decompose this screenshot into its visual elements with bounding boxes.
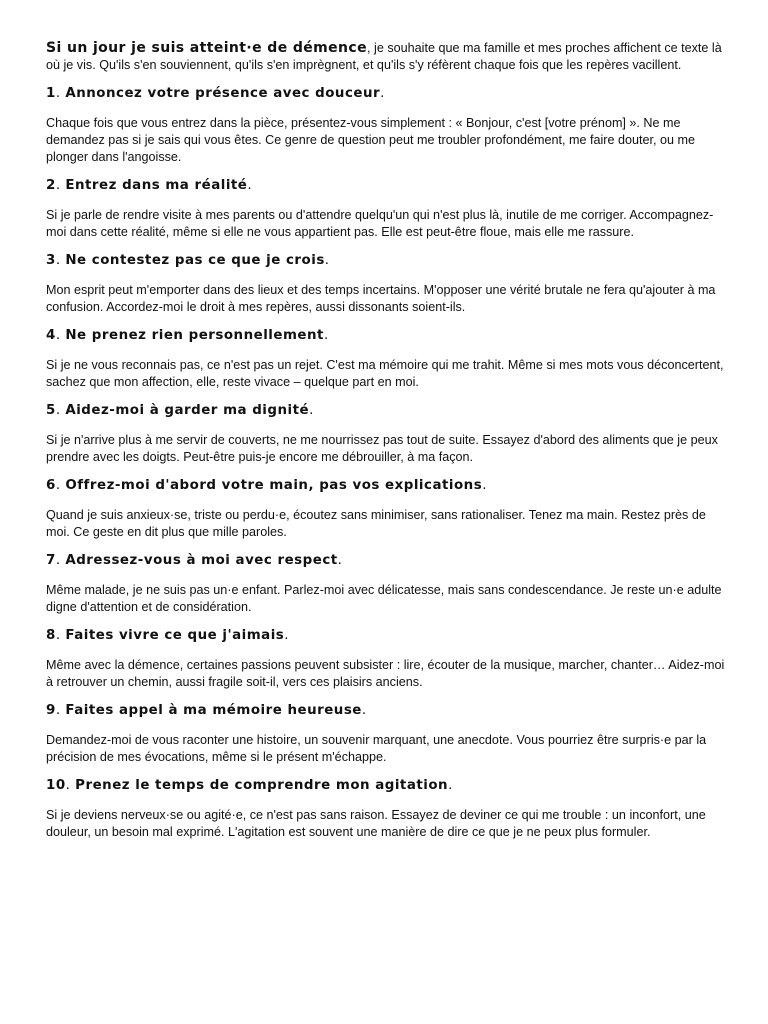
guideline-number: 6 [46,478,56,493]
guideline-heading [46,252,726,270]
heading-separator: . [55,328,66,343]
guideline-body: Mon esprit peut m'emporter dans des lieux et des temps incertains. M'opposer une vérité brutale ne fera qu'ajouter à ma confusion. Accordez-moi le droit à mes repères, aussi dissonants soient-ils. [46,283,716,314]
guideline-body: Quand je suis anxieux·se, triste ou perdu·e, écoutez sans minimiser, sans rationaliser. Tenez ma main. Restez près de moi. Ce geste en dit plus que mille paroles. [46,508,706,539]
guideline-body: Si je parle de rendre visite à mes parents ou d'attendre quelqu'un qui n'est plus là, inutile de me corriger. Accompagnez-moi dans cette réalité, même si elle ne vous appartient pas. Elle est peut-être floue, mais elle me rassure. [46,208,714,239]
guideline-item [46,627,726,691]
heading-period: . [448,778,453,793]
guideline-title: Adressez-vous à moi avec respect [65,553,338,568]
guideline-number: 1 [46,86,56,101]
guideline-title: Entrez dans ma réalité [65,178,248,193]
guideline-number: 8 [46,628,56,643]
intro-lead: Si un jour je suis atteint·e de démence [46,40,368,56]
guideline-item [46,552,726,616]
guideline-heading [46,552,726,570]
guideline-title: Annoncez votre présence avec douceur [65,86,381,101]
guideline-body: Même avec la démence, certaines passions peuvent subsister : lire, écouter de la musique, marcher, chanter… Aidez-moi à retrouver un chemin, aussi fragile soit-il, vers ces plaisirs anciens. [46,658,725,689]
document-page [46,40,726,852]
heading-period: . [380,86,385,101]
guideline-number: 10 [46,778,66,793]
guideline-title: Aidez-moi à garder ma dignité [65,403,310,418]
guideline-item [46,777,726,841]
guideline-title: Ne prenez rien personnellement [65,328,324,343]
guideline-heading [46,177,726,195]
guideline-number: 5 [46,403,56,418]
guideline-heading [46,627,726,645]
guidelines-list [46,85,726,841]
guideline-item [46,252,726,316]
heading-separator: . [55,86,66,101]
heading-separator: . [55,628,66,643]
heading-separator: . [55,403,66,418]
heading-period: . [247,178,253,193]
guideline-heading [46,777,726,795]
heading-separator: . [55,478,66,493]
guideline-heading [46,85,726,103]
heading-period: . [284,628,290,643]
guideline-number: 4 [46,328,56,343]
guideline-item [46,702,726,766]
guideline-heading [46,477,726,495]
guideline-heading [46,702,726,720]
heading-period: . [361,703,367,718]
guideline-title: Prenez le temps de comprendre mon agitation [75,778,449,793]
guideline-title: Ne contestez pas ce que je crois [65,253,325,268]
intro-paragraph [46,40,726,74]
guideline-body: Demandez-moi de vous raconter une histoire, un souvenir marquant, une anecdote. Vous pourriez être surpris·e par la précision de mes évocations, même si le présent m'échappe. [46,733,707,764]
heading-separator: . [55,178,66,193]
guideline-item [46,402,726,466]
intro-text: , je souhaite que ma famille et mes proches affichent ce texte là où je vis. Qu'ils s'en souviennent, qu'ils s'en imprègnent, et qu'ils s'y réfèrent chaque fois que les repères vacillent. [46,41,722,72]
guideline-number: 2 [46,178,56,193]
guideline-heading [46,402,726,420]
heading-separator: . [55,553,66,568]
guideline-body: Si je deviens nerveux·se ou agité·e, ce n'est pas sans raison. Essayez de deviner ce qui me trouble : un inconfort, une douleur, un besoin mal exprimé. L'agitation est souvent une manière de dire ce que je ne peux plus formuler. [46,808,706,839]
guideline-heading [46,327,726,345]
heading-period: . [323,328,329,343]
heading-period: . [324,253,330,268]
heading-separator: . [55,703,66,718]
guideline-body: Si je ne vous reconnais pas, ce n'est pas un rejet. C'est ma mémoire qui me trahit. Même si mes mots vous déconcertent, sachez que mon affection, elle, reste vivace – quelque part en moi. [46,358,724,389]
heading-period: . [337,553,343,568]
heading-period: . [309,403,314,418]
guideline-title: Faites vivre ce que j'aimais [65,628,285,643]
guideline-number: 7 [46,553,56,568]
heading-period: . [482,478,487,493]
guideline-body: Chaque fois que vous entrez dans la pièce, présentez-vous simplement : « Bonjour, c'est [votre prénom] ». Ne me demandez pas si je sais qui vous êtes. Ce genre de question peut me troubler profondément, me faire douter, ou me plonger dans l'angoisse. [46,116,695,164]
guideline-number: 9 [46,703,56,718]
guideline-number: 3 [46,253,56,268]
guideline-item [46,85,726,166]
heading-separator: . [65,778,76,793]
guideline-title: Faites appel à ma mémoire heureuse [65,703,362,718]
guideline-item [46,327,726,391]
guideline-item [46,477,726,541]
guideline-body: Si je n'arrive plus à me servir de couverts, ne me nourrissez pas tout de suite. Essayez d'abord des aliments que je peux prendre avec les doigts. Peut-être puis-je encore me débrouiller, à ma façon. [46,433,718,464]
heading-separator: . [55,253,66,268]
guideline-body: Même malade, je ne suis pas un·e enfant. Parlez-moi avec délicatesse, mais sans condescendance. Je reste un·e adulte digne d'attention et de considération. [46,583,722,614]
guideline-item [46,177,726,241]
guideline-title: Offrez-moi d'abord votre main, pas vos explications [65,478,483,493]
